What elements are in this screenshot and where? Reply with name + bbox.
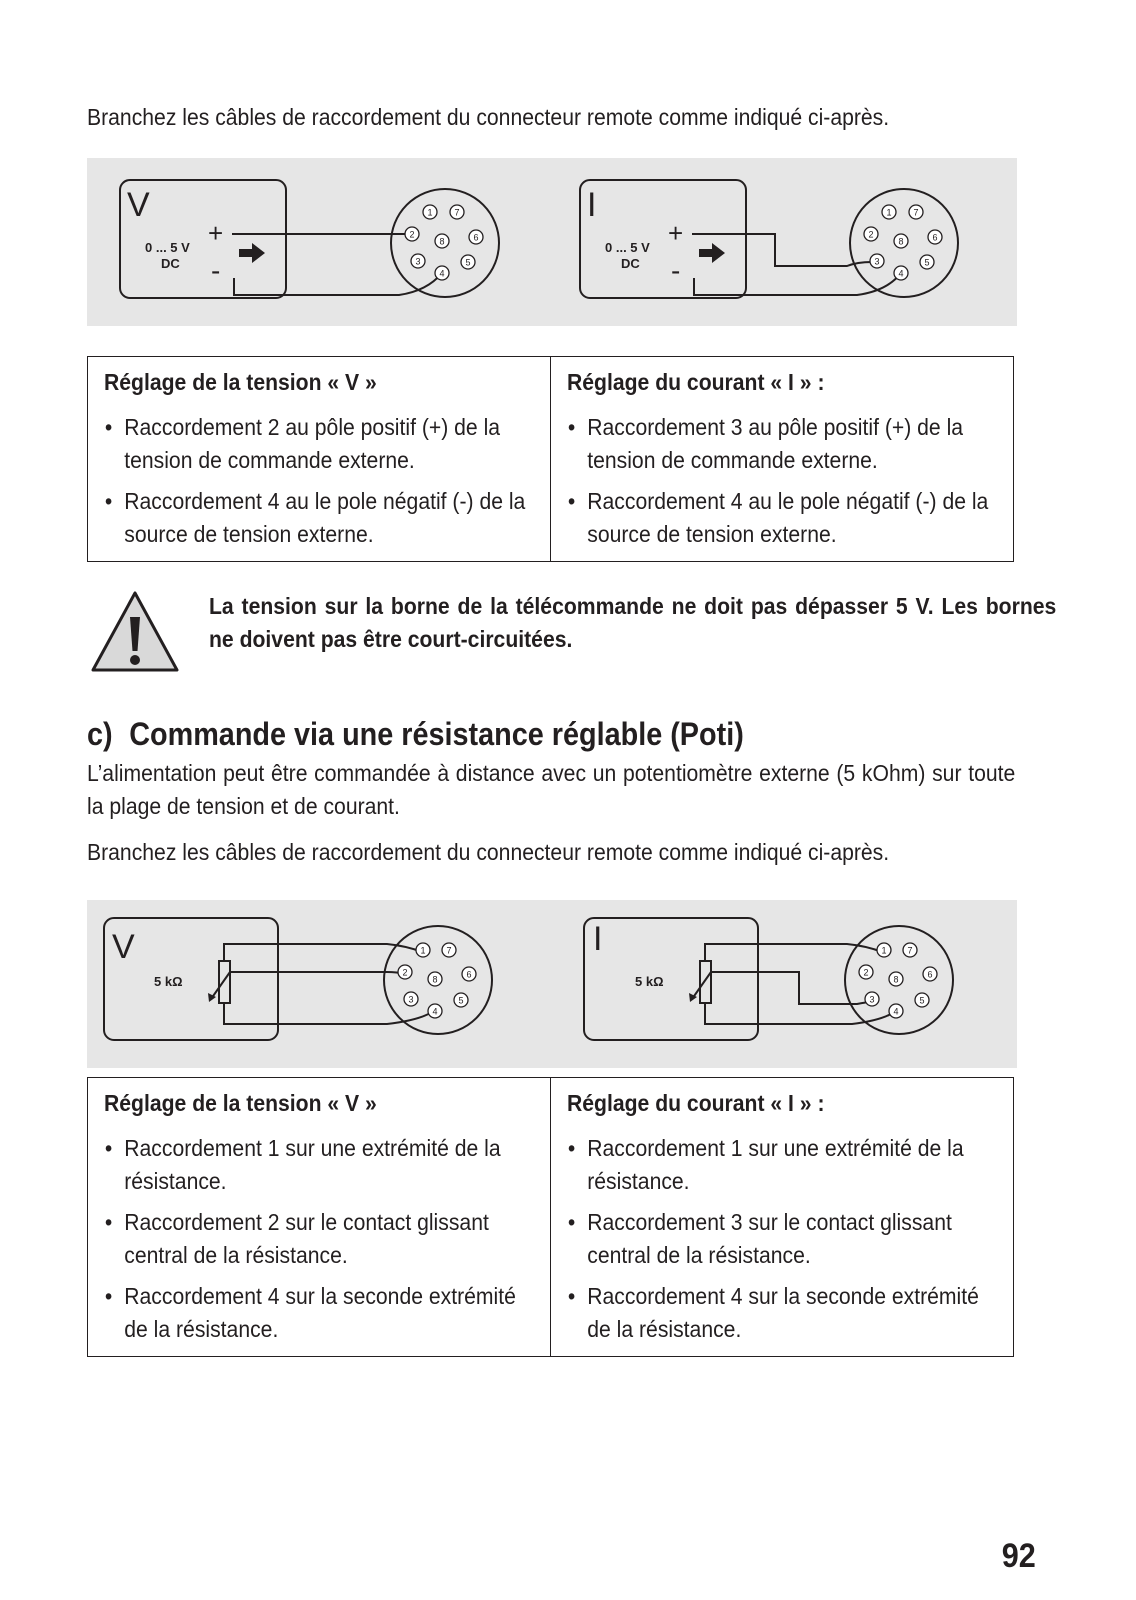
column-heading: Réglage de la tension « V » — [104, 1090, 377, 1116]
pin-label: 5 — [919, 995, 925, 1006]
pin-label: 3 — [874, 256, 880, 267]
pin-label: 4 — [893, 1006, 899, 1017]
section-paragraph: L’alimentation peut être commandée à distance avec un potentiomètre externe (5 kOhm) sur toute la plage de tension et de courant. — [87, 760, 1016, 819]
pin-label: 8 — [893, 974, 899, 985]
pin-label: 4 — [432, 1006, 438, 1017]
current-range-label: 0 ... 5 V — [605, 240, 650, 255]
arrow-icon — [239, 243, 265, 263]
wiring-diagram-1-svg — [87, 158, 1017, 326]
resistor-current — [700, 961, 711, 1003]
pin-label: 3 — [408, 994, 414, 1005]
list-item: • Raccordement 2 au pôle positif (+) de la tension de commande externe. — [104, 411, 537, 477]
list-item: • Raccordement 3 au pôle positif (+) de la tension de commande externe. — [567, 411, 1000, 477]
intro-paragraph-1: Branchez les câbles de raccordement du connecteur remote comme indiqué ci-après. — [87, 104, 890, 130]
warning-text: La tension sur la borne de la télécommande ne doit pas dépasser 5 V. Les bornes ne doivent pas être court-circuitées. — [209, 593, 1057, 652]
pin-label: 2 — [409, 229, 415, 240]
wiring-diagram-voltage-source — [87, 158, 1017, 326]
pin-label: 7 — [454, 207, 460, 218]
arrow-icon — [699, 243, 725, 263]
list-item: • Raccordement 4 sur la seconde extrémité de la résistance. — [104, 1280, 537, 1346]
plus-sign: + — [668, 218, 684, 248]
pin-label: 6 — [927, 969, 933, 980]
resistor-voltage — [219, 961, 230, 1003]
wire-end-to-pin4-current — [705, 1003, 897, 1024]
wire-wiper-to-pin2 — [230, 972, 405, 974]
pin-label: 1 — [886, 207, 892, 218]
wiper-arrow — [211, 972, 230, 999]
plus-sign: + — [208, 218, 224, 248]
pin-label: 2 — [863, 967, 869, 978]
pin-label: 7 — [446, 945, 452, 956]
list-item: • Raccordement 2 sur le contact glissant central de la résistance. — [104, 1206, 537, 1272]
section-number: c) — [87, 716, 113, 752]
voltage-letter: V — [112, 928, 135, 966]
settings-table-1 — [87, 356, 1014, 562]
list-item: • Raccordement 3 sur le contact glissant central de la résistance. — [567, 1206, 1000, 1272]
pin-label: 3 — [869, 994, 875, 1005]
minus-sign: - — [671, 255, 681, 286]
table-1-current-column — [551, 357, 1014, 562]
pin-label: 5 — [458, 995, 464, 1006]
warning-triangle-icon — [90, 590, 180, 674]
column-heading: Réglage du courant « I » : — [567, 1090, 825, 1116]
column-heading: Réglage du courant « I » : — [567, 369, 825, 395]
list-item: • Raccordement 1 sur une extrémité de la résistance. — [104, 1132, 537, 1198]
current-pot-box — [584, 918, 758, 1040]
wiring-diagram-potentiometer — [87, 900, 1017, 1068]
page-number: 92 — [1001, 1537, 1036, 1575]
section-title-text: Commande via une résistance réglable (Poti) — [129, 716, 744, 752]
pin-label: 6 — [932, 232, 938, 243]
pin-label: 1 — [881, 945, 887, 956]
pin-label: 3 — [415, 256, 421, 267]
current-dc-label: DC — [621, 256, 640, 271]
pin-label: 8 — [439, 236, 445, 247]
table-1-voltage-column — [88, 357, 551, 562]
table-2-current-column — [551, 1078, 1014, 1357]
voltage-range-label: 0 ... 5 V — [145, 240, 190, 255]
pin-label: 5 — [924, 257, 930, 268]
pin-label: 4 — [439, 268, 445, 279]
wiring-diagram-2-svg — [87, 900, 1017, 1068]
pin-label: 2 — [402, 967, 408, 978]
voltage-dc-label: DC — [161, 256, 180, 271]
pin-label: 1 — [420, 945, 426, 956]
warning-notice — [87, 590, 1057, 680]
list-item: • Raccordement 1 sur une extrémité de la résistance. — [567, 1132, 1000, 1198]
current-control-box — [580, 180, 746, 298]
wire-end-to-pin4 — [224, 1003, 438, 1024]
pin-label: 1 — [427, 207, 433, 218]
pin-label: 6 — [466, 969, 472, 980]
pin-label: 8 — [432, 974, 438, 985]
minus-sign: - — [211, 255, 221, 286]
pin-label: 5 — [465, 257, 471, 268]
pin-label: 7 — [907, 945, 913, 956]
current-letter: I — [587, 186, 597, 224]
wiper-arrow-current — [692, 972, 711, 999]
voltage-letter: V — [127, 186, 150, 224]
pin-label: 4 — [898, 268, 904, 279]
column-heading: Réglage de la tension « V » — [104, 369, 377, 395]
settings-table-2 — [87, 1077, 1014, 1357]
pin-label: 8 — [898, 236, 904, 247]
table-2-voltage-column — [88, 1078, 551, 1357]
intro-paragraph-2: Branchez les câbles de raccordement du connecteur remote comme indiqué ci-après. — [87, 839, 890, 865]
pin-label: 7 — [913, 207, 919, 218]
resistor-label: 5 kΩ — [635, 974, 664, 989]
list-item: • Raccordement 4 au le pole négatif (-) de la source de tension externe. — [567, 485, 1000, 551]
pin-label: 2 — [868, 229, 874, 240]
pin-label: 6 — [473, 232, 479, 243]
section-heading — [87, 714, 744, 754]
list-item: • Raccordement 4 au le pole négatif (-) de la source de tension externe. — [104, 485, 537, 551]
resistor-label: 5 kΩ — [154, 974, 183, 989]
list-item: • Raccordement 4 sur la seconde extrémité de la résistance. — [567, 1280, 1000, 1346]
current-letter: I — [593, 920, 603, 958]
